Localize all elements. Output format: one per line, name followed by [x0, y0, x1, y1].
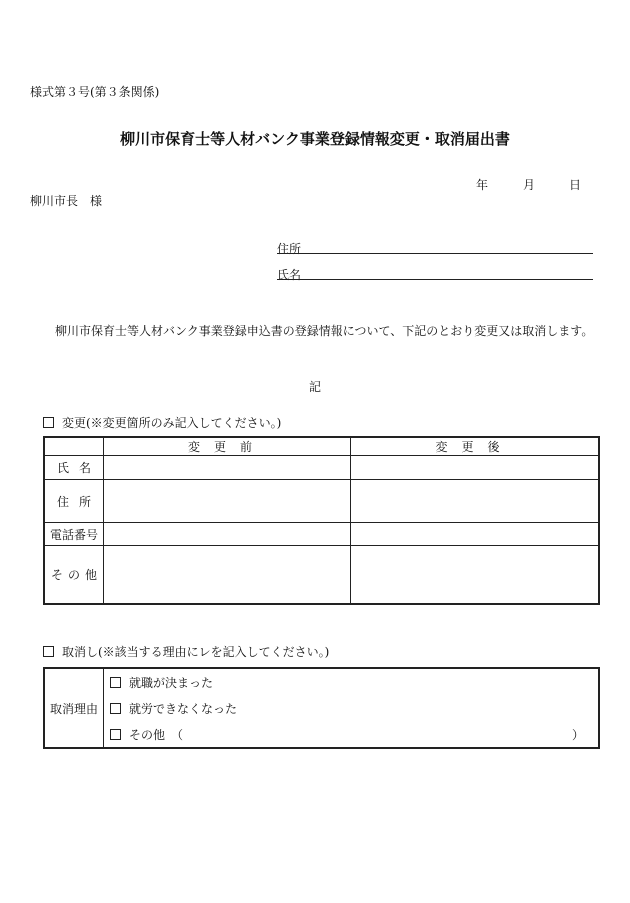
cancel-reason-label: 取消理由 [44, 668, 104, 748]
table-row [44, 546, 599, 604]
other-before-cell[interactable] [104, 546, 351, 604]
form-number: 様式第３号(第３条関係) [30, 85, 160, 99]
name-line[interactable] [277, 279, 593, 280]
header-after: 変更後 [350, 437, 599, 456]
cancel-section-heading [43, 643, 329, 660]
date-day-label: 日 [569, 178, 582, 192]
table-row [44, 456, 599, 480]
cancel-checkbox[interactable] [43, 646, 54, 657]
reason-option[interactable] [104, 695, 600, 721]
close-paren: ） [571, 728, 584, 742]
change-section-heading [43, 414, 281, 431]
header-corner [44, 437, 104, 456]
table-row [44, 721, 599, 748]
reason-checkbox-3[interactable] [110, 729, 121, 740]
reason-option[interactable] [104, 668, 600, 695]
date-year-label: 年 [476, 178, 489, 192]
name-before-cell[interactable] [104, 456, 351, 480]
table-row [44, 668, 599, 695]
reason-checkbox-2[interactable] [110, 703, 121, 714]
phone-before-cell[interactable] [104, 523, 351, 546]
address-label: 住所 [277, 242, 302, 256]
change-checkbox[interactable] [43, 417, 54, 428]
reason-label-1: 就職が決まった [129, 675, 214, 690]
table-row [44, 695, 599, 721]
table-row [44, 480, 599, 523]
row-label-address: 住所 [56, 494, 101, 509]
change-table-header-row [44, 437, 599, 456]
cancel-checkbox-label: 取消し(※該当する理由にレを記入してください。) [62, 645, 330, 659]
phone-after-cell[interactable] [350, 523, 599, 546]
other-after-cell[interactable] [350, 546, 599, 604]
address-line[interactable] [277, 253, 593, 254]
address-before-cell[interactable] [104, 480, 351, 523]
reason-option[interactable] [104, 721, 600, 748]
row-label-name: 氏名 [56, 461, 101, 475]
change-checkbox-label: 変更(※変更箇所のみ記入してください。) [62, 416, 282, 430]
change-table [43, 436, 600, 605]
body-text: 柳川市保育士等人材バンク事業登録申込書の登録情報について、下記のとおり変更又は取消します。 [55, 324, 594, 338]
name-after-cell[interactable] [350, 456, 599, 480]
name-label: 氏名 [277, 268, 302, 282]
reason-label-3: その他 （ [129, 727, 184, 742]
reason-checkbox-1[interactable] [110, 677, 121, 688]
reason-label-2: 就労できなくなった [129, 701, 238, 716]
table-row [44, 523, 599, 546]
ki-heading: 記 [308, 380, 321, 394]
addressee: 柳川市長 様 [30, 194, 103, 208]
row-label-phone: 電話番号 [49, 527, 98, 542]
row-label-other: その他 [50, 567, 102, 582]
cancel-table [43, 667, 600, 749]
document-title: 柳川市保育士等人材バンク事業登録情報変更・取消届出書 [120, 130, 510, 148]
date-month-label: 月 [523, 178, 536, 192]
header-before: 変更前 [104, 437, 351, 456]
address-after-cell[interactable] [350, 480, 599, 523]
